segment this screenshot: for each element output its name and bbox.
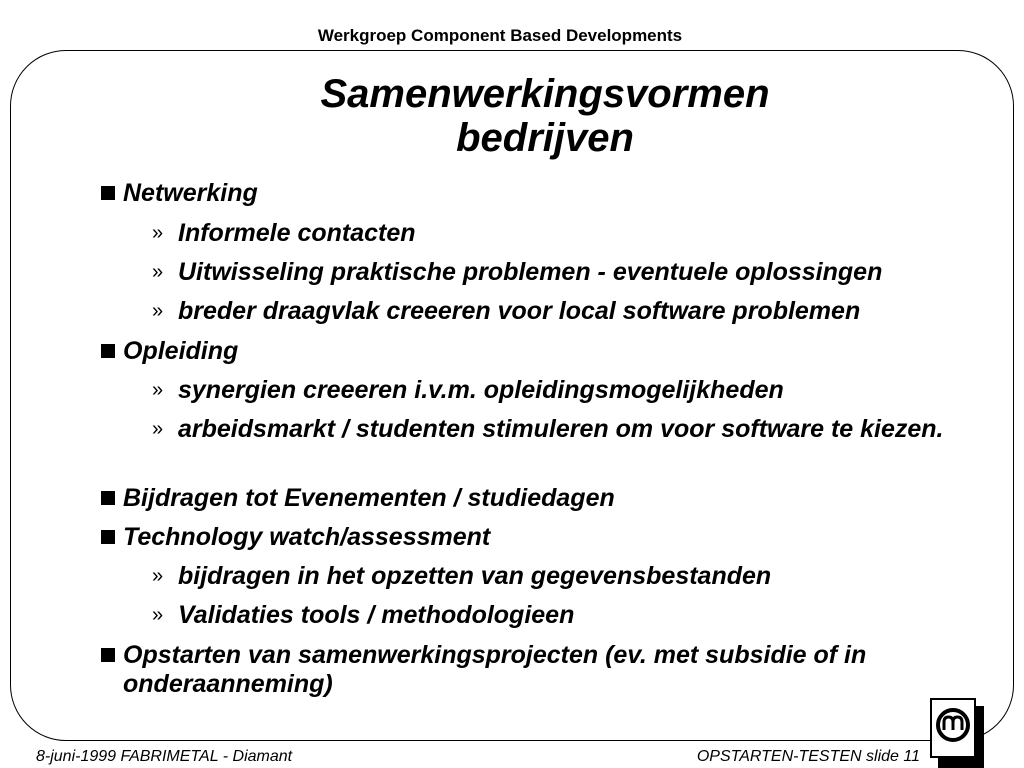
logo-mark-icon xyxy=(932,700,974,756)
agoria-logo-icon xyxy=(930,698,976,758)
bullet-item xyxy=(101,484,981,513)
bullet-text: Opstarten van samenwerkingsprojecten (ev. met subsidie of in onderaanneming) xyxy=(123,641,867,698)
square-bullet-icon xyxy=(101,491,115,505)
header-title: Werkgroep Component Based Developments xyxy=(317,26,683,45)
bullet-text: Bijdragen tot Evenementen / studiedagen xyxy=(123,484,615,512)
bullet-text: Technology watch/assessment xyxy=(123,523,491,551)
bullet-item xyxy=(101,179,981,208)
bullet-item xyxy=(101,641,981,699)
raquo-bullet-icon: » xyxy=(152,379,164,401)
sub-bullet-item xyxy=(152,415,982,444)
raquo-bullet-icon: » xyxy=(152,604,164,626)
sub-bullet-text: Uitwisseling praktische problemen - eventuele oplossingen xyxy=(178,258,883,286)
raquo-bullet-icon: » xyxy=(152,418,164,440)
bullet-item xyxy=(101,523,981,552)
sub-bullet-item xyxy=(152,219,982,248)
bullet-item xyxy=(101,337,981,366)
raquo-bullet-icon: » xyxy=(152,300,164,322)
footer-left: 8-juni-1999 FABRIMETAL - Diamant xyxy=(36,748,293,765)
raquo-bullet-icon: » xyxy=(152,222,164,244)
square-bullet-icon xyxy=(101,186,115,200)
sub-bullet-text: Informele contacten xyxy=(178,219,416,247)
bullet-text: Opleiding xyxy=(123,337,239,365)
sub-bullet-text: breder draagvlak creeeren voor local software problemen xyxy=(178,297,861,325)
bullet-text: Netwerking xyxy=(123,179,258,207)
square-bullet-icon xyxy=(101,530,115,544)
square-bullet-icon xyxy=(101,648,115,662)
sub-bullet-text: bijdragen in het opzetten van gegevensbestanden xyxy=(178,562,772,590)
sub-bullet-text: Validaties tools / methodologieen xyxy=(178,601,575,629)
square-bullet-icon xyxy=(101,344,115,358)
footer-right: OPSTARTEN-TESTEN slide 11 xyxy=(696,748,920,765)
slide-title-line1: Samenwerkingsvormen xyxy=(320,72,770,116)
sub-bullet-item xyxy=(152,601,982,630)
raquo-bullet-icon: » xyxy=(152,565,164,587)
sub-bullet-item xyxy=(152,297,982,326)
raquo-bullet-icon: » xyxy=(152,261,164,283)
sub-bullet-text: arbeidsmarkt / studenten stimuleren om voor software te kiezen. xyxy=(178,415,944,443)
sub-bullet-item xyxy=(152,258,982,287)
sub-bullet-text: synergien creeeren i.v.m. opleidingsmogelijkheden xyxy=(178,376,784,404)
sub-bullet-item xyxy=(152,562,982,591)
slide-title-line2: bedrijven xyxy=(456,116,634,160)
sub-bullet-item xyxy=(152,376,982,405)
